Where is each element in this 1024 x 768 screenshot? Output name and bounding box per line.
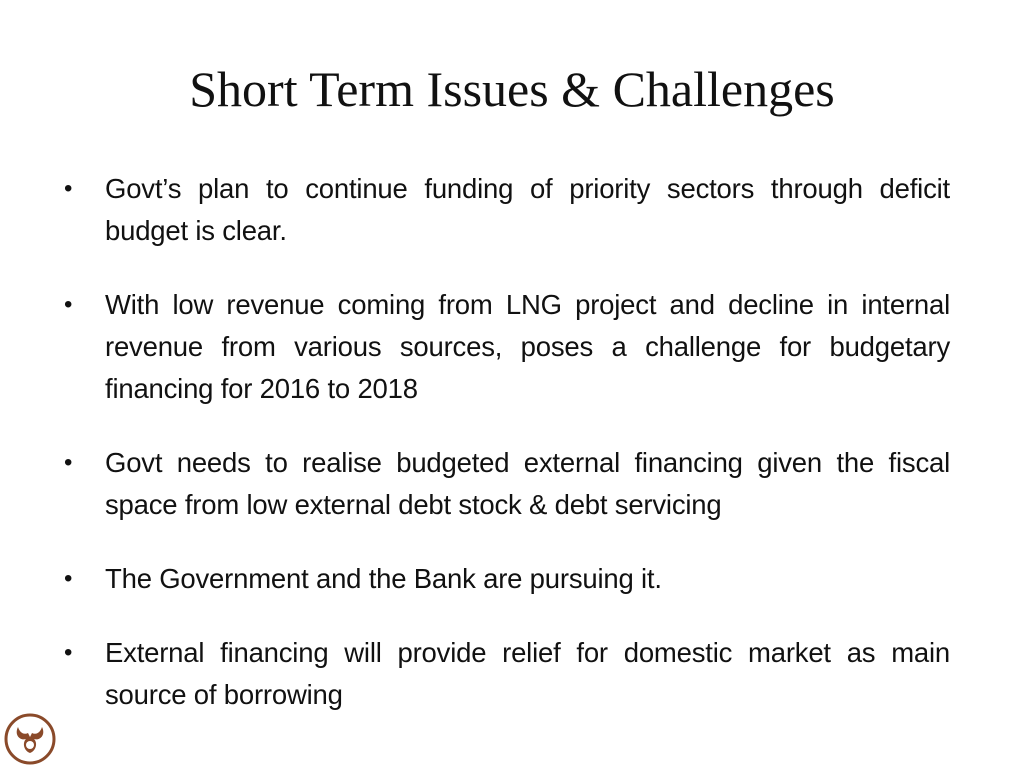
bullet-text: Govt’s plan to continue funding of priority sectors through deficit budget is clear. bbox=[105, 173, 950, 246]
bullet-marker: • bbox=[64, 291, 73, 318]
bullet-marker: • bbox=[64, 565, 73, 592]
bullet-item bbox=[62, 284, 950, 410]
bullet-marker: • bbox=[64, 449, 73, 476]
bullet-marker: • bbox=[64, 175, 73, 202]
bullet-item bbox=[62, 558, 950, 600]
bullet-text: With low revenue coming from LNG project and decline in internal revenue from various sources, poses a challenge for budgetary financing for 2016 to 2018 bbox=[105, 289, 950, 404]
bank-logo-icon bbox=[4, 713, 56, 765]
bullet-list bbox=[62, 168, 950, 716]
bullet-item bbox=[62, 632, 950, 716]
bullet-item bbox=[62, 168, 950, 252]
slide-title: Short Term Issues & Challenges bbox=[189, 61, 835, 117]
bullet-text: The Government and the Bank are pursuing it. bbox=[105, 563, 662, 594]
bullet-marker: • bbox=[64, 639, 73, 666]
bullet-text: Govt needs to realise budgeted external financing given the fiscal space from low external debt stock & debt servicing bbox=[105, 447, 950, 520]
bullet-item bbox=[62, 442, 950, 526]
bullet-text: External financing will provide relief for domestic market as main source of borrowing bbox=[105, 637, 950, 710]
